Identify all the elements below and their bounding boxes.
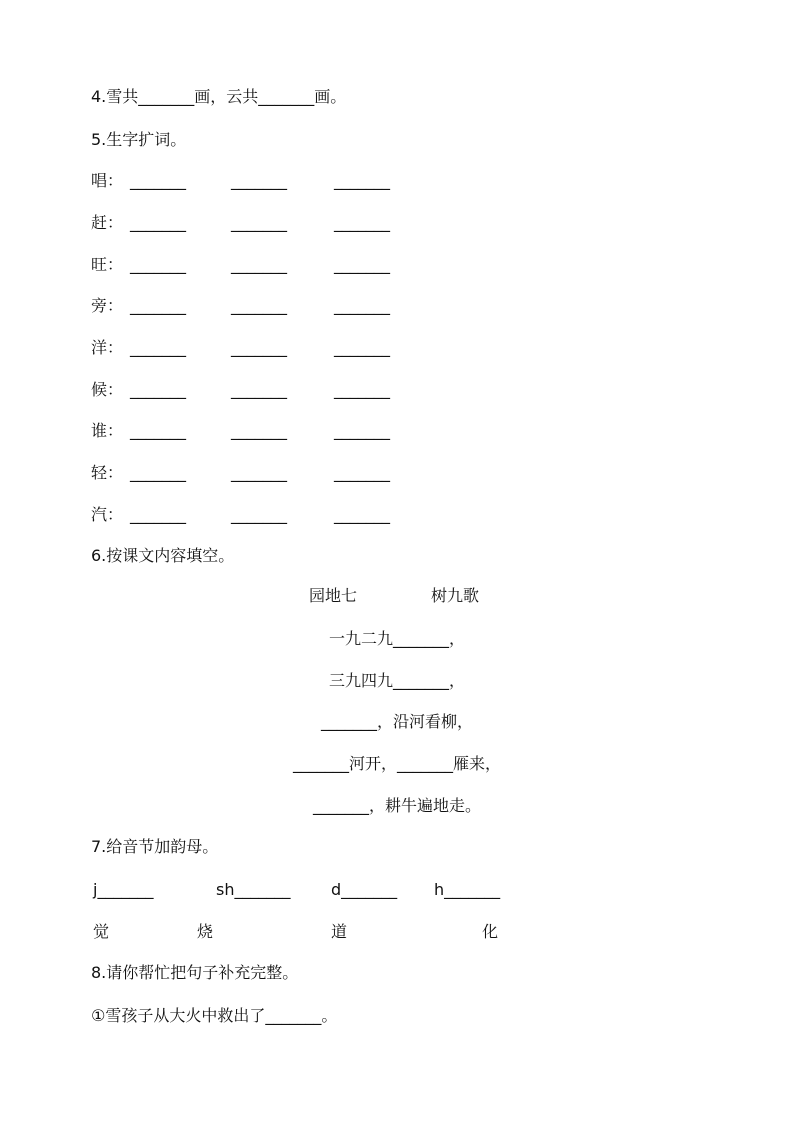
- blank-1: _______: [130, 255, 186, 274]
- blank-3: _______: [334, 505, 390, 524]
- blank-2: _______: [231, 380, 287, 399]
- blank-1: _______: [130, 171, 186, 190]
- question-8-title: 8.请你帮忙把句子补充完整。: [91, 963, 299, 982]
- row-char: 谁：: [91, 421, 124, 440]
- blank-3: _______: [334, 338, 390, 357]
- syllable-blank: j_______: [93, 880, 154, 899]
- question-5-title: 5.生字扩词。: [91, 130, 187, 149]
- blank-3: _______: [334, 255, 390, 274]
- blank-2: _______: [231, 421, 287, 440]
- poem-line: _______，耕牛遍地走。: [312, 796, 481, 815]
- blank-2: _______: [231, 296, 287, 315]
- question-8-item-1: ①雪孩子从大火中救出了_______。: [91, 1006, 338, 1025]
- char-row: [91, 338, 390, 358]
- char-row: [91, 421, 390, 441]
- blank-2: _______: [231, 213, 287, 232]
- blank-3: _______: [334, 421, 390, 440]
- blank-2: _______: [231, 171, 287, 190]
- char-row: [91, 380, 390, 400]
- syllable-blank: d_______: [331, 880, 398, 899]
- blank-2: _______: [231, 505, 287, 524]
- char-row: [91, 255, 390, 275]
- syllable-char: 觉: [93, 922, 110, 941]
- poem-line: _______，沿河看柳，: [320, 712, 473, 731]
- blank-1: _______: [130, 338, 186, 357]
- blank-2: _______: [231, 463, 287, 482]
- row-char: 旁：: [91, 296, 124, 315]
- blank-3: _______: [334, 213, 390, 232]
- blank-3: _______: [334, 171, 390, 190]
- syllable-char: 烧: [197, 922, 214, 941]
- blank-1: _______: [130, 296, 186, 315]
- question-7-title: 7.给音节加韵母。: [91, 837, 219, 856]
- syllable-char: 道: [331, 922, 348, 941]
- char-row: [91, 296, 390, 316]
- row-char: 候：: [91, 380, 124, 399]
- question-6-title: 6.按课文内容填空。: [91, 546, 235, 565]
- row-char: 赶：: [91, 213, 124, 232]
- syllable-blank: h_______: [434, 880, 501, 899]
- row-char: 旺：: [91, 255, 124, 274]
- poem-line: 三九四九_______，: [328, 671, 465, 690]
- poem-line: 一九二九_______，: [328, 629, 465, 648]
- poem-title: 树九歌: [431, 586, 480, 605]
- row-char: 唱：: [91, 171, 124, 190]
- syllable-char: 化: [482, 922, 499, 941]
- blank-1: _______: [130, 463, 186, 482]
- blank-3: _______: [334, 296, 390, 315]
- char-row: [91, 505, 390, 525]
- char-row: [91, 171, 390, 191]
- blank-2: _______: [231, 255, 287, 274]
- char-row: [91, 213, 390, 233]
- blank-3: _______: [334, 380, 390, 399]
- blank-2: _______: [231, 338, 287, 357]
- row-char: 轻：: [91, 463, 124, 482]
- blank-3: _______: [334, 463, 390, 482]
- syllable-blank: sh_______: [216, 880, 291, 899]
- blank-1: _______: [130, 380, 186, 399]
- row-char: 洋：: [91, 338, 124, 357]
- question-4: 4.雪共_______画，云共_______画。: [91, 87, 347, 106]
- poem-line: _______河开，_______雁来，: [292, 754, 501, 773]
- blank-1: _______: [130, 421, 186, 440]
- blank-1: _______: [130, 213, 186, 232]
- char-row: [91, 463, 390, 483]
- row-char: 汽：: [91, 505, 124, 524]
- blank-1: _______: [130, 505, 186, 524]
- poem-source: 园地七: [309, 586, 358, 605]
